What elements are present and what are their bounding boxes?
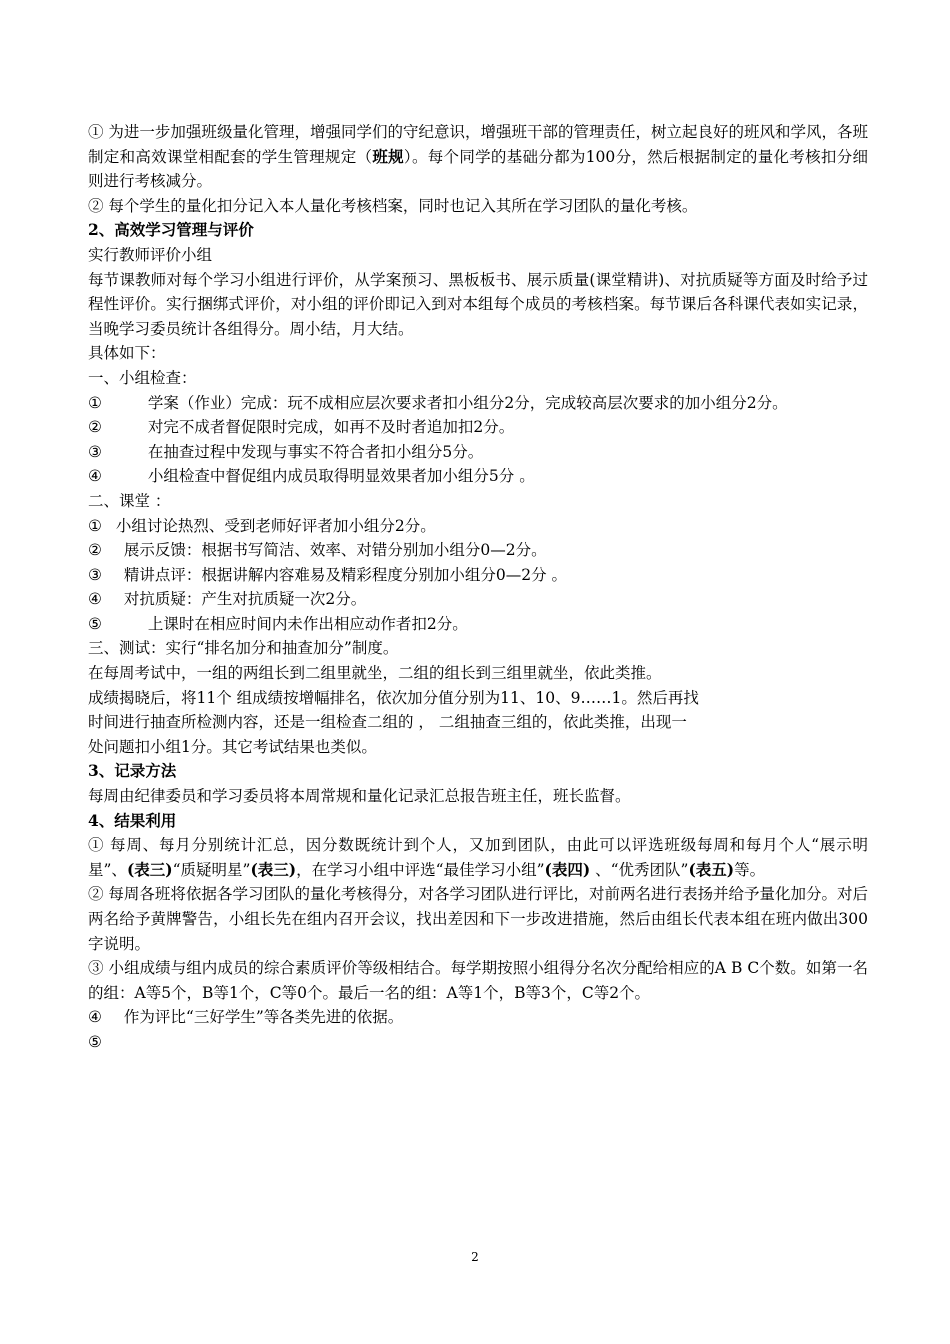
test-line: 时间进行抽查所检测内容，还是一组检查二组的 ， 二组抽查三组的，依此类推，出现一 <box>88 713 687 732</box>
list-item: ② 展示反馈：根据书写简洁、效率、对错分别加小组分0—2分。 <box>88 541 547 560</box>
list-item: ⑤ 上课时在相应时间内未作出相应动作者扣2分。 <box>88 614 468 633</box>
heading-section-2: 2、高效学习管理与评价 <box>88 220 254 240</box>
list-item-empty: ⑤ <box>88 1032 102 1051</box>
list-item: ③ 在抽查过程中发现与事实不符合者扣小组分5分。 <box>88 442 484 461</box>
paragraph-details: 具体如下： <box>88 344 166 363</box>
list-item: ① 学案（作业）完成：玩不成相应层次要求者扣小组分2分，完成较高层次要求的加小组分2分。 <box>88 393 788 412</box>
heading-group-check: 一、小组检查： <box>88 368 197 387</box>
heading-test: 三、测试：实行“排名加分和抽查加分”制度。 <box>88 639 399 658</box>
paragraph-teacher-evaluation: 每节课教师对每个学习小组进行评价，从学案预习、黑板板书、展示质量(课堂精讲)、对抗质疑等方面及时给予过程性评价。实行捆绑式评价，对小组的评价即记入到对本组每个成员的考核档案。每节课后各科课代表如实记录，当晚学习委员统计各组得分。周小结，月大结。 <box>88 270 868 338</box>
bold-class-rules: 班规 <box>372 146 404 166</box>
list-item: ④ 对抗质疑：产生对抗质疑一次2分。 <box>88 590 367 609</box>
heading-section-4: 4、结果利用 <box>88 810 177 830</box>
list-item: ① 小组讨论热烈、受到老师好评者加小组分2分。 <box>88 516 436 535</box>
list-item: ④ 小组检查中督促组内成员取得明显效果者加小组分5分 。 <box>88 467 535 486</box>
test-line: 成绩揭晓后，将11个 组成绩按增幅排名，依次加分值分别为11、10、9……1。然后再找 <box>88 688 699 707</box>
test-line: 处问题扣小组1分。其它考试结果也类似。 <box>88 737 377 756</box>
paragraph-result-3: ③ 小组成绩与组内成员的综合素质评价等级相结合。每学期按照小组得分名次分配给相应的A B C个数。如第一名的组：A等5个，B等1个，C等0个。最后一名的组：A等1个，B等3个，C等2个。 <box>88 959 868 1002</box>
paragraph-result-2: ② 每周各班将依据各学习团队的量化考核得分，对各学习团队进行评比，对前两名进行表扬并给予量化加分。对后两名给予黄牌警告，小组长先在组内召开会议，找出差因和下一步改进措施，然后由组长代表本组在班内做出300字说明。 <box>88 885 868 953</box>
heading-classroom: 二、课堂 ： <box>88 491 171 510</box>
list-item: ④ 作为评比“三好学生”等各类先进的依据。 <box>88 1008 404 1027</box>
paragraph-result-1: ① 每周、每月分别统计汇总，因分数既统计到个人，又加到团队，由此可以评选班级每周和每月个人“展示明星”、(表三)“质疑明星”(表三)，在学习小组中评选“最佳学习小组”(表四) 、“优秀团队”(表五)等。 <box>88 836 868 879</box>
test-line: 在每周考试中，一组的两组长到二组里就坐，二组的组长到三组里就坐，依此类推。 <box>88 664 662 683</box>
subheading-teacher-evaluation: 实行教师评价小组 <box>88 245 213 264</box>
document-page <box>88 120 868 1055</box>
paragraph-record-method: 每周由纪律委员和学习委员将本周常规和量化记录汇总报告班主任，班长监督。 <box>88 787 631 806</box>
paragraph-class-rules: ① 为进一步加强班级量化管理，增强同学们的守纪意识，增强班干部的管理责任，树立起良好的班风和学风，各班制定和高效课堂相配套的学生管理规定（班规）。每个同学的基础分都为100分，然后根据制定的量化考核扣分细则进行考核减分。 <box>88 123 868 191</box>
paragraph-record: ② 每个学生的量化扣分记入本人量化考核档案，同时也记入其所在学习团队的量化考核。 <box>88 196 698 215</box>
heading-section-3: 3、记录方法 <box>88 761 177 781</box>
list-item: ② 对完不成者督促限时完成，如再不及时者追加扣2分。 <box>88 418 515 437</box>
page-number: 2 <box>471 1250 479 1264</box>
list-item: ③ 精讲点评：根据讲解内容难易及精彩程度分别加小组分0—2分 。 <box>88 565 568 584</box>
